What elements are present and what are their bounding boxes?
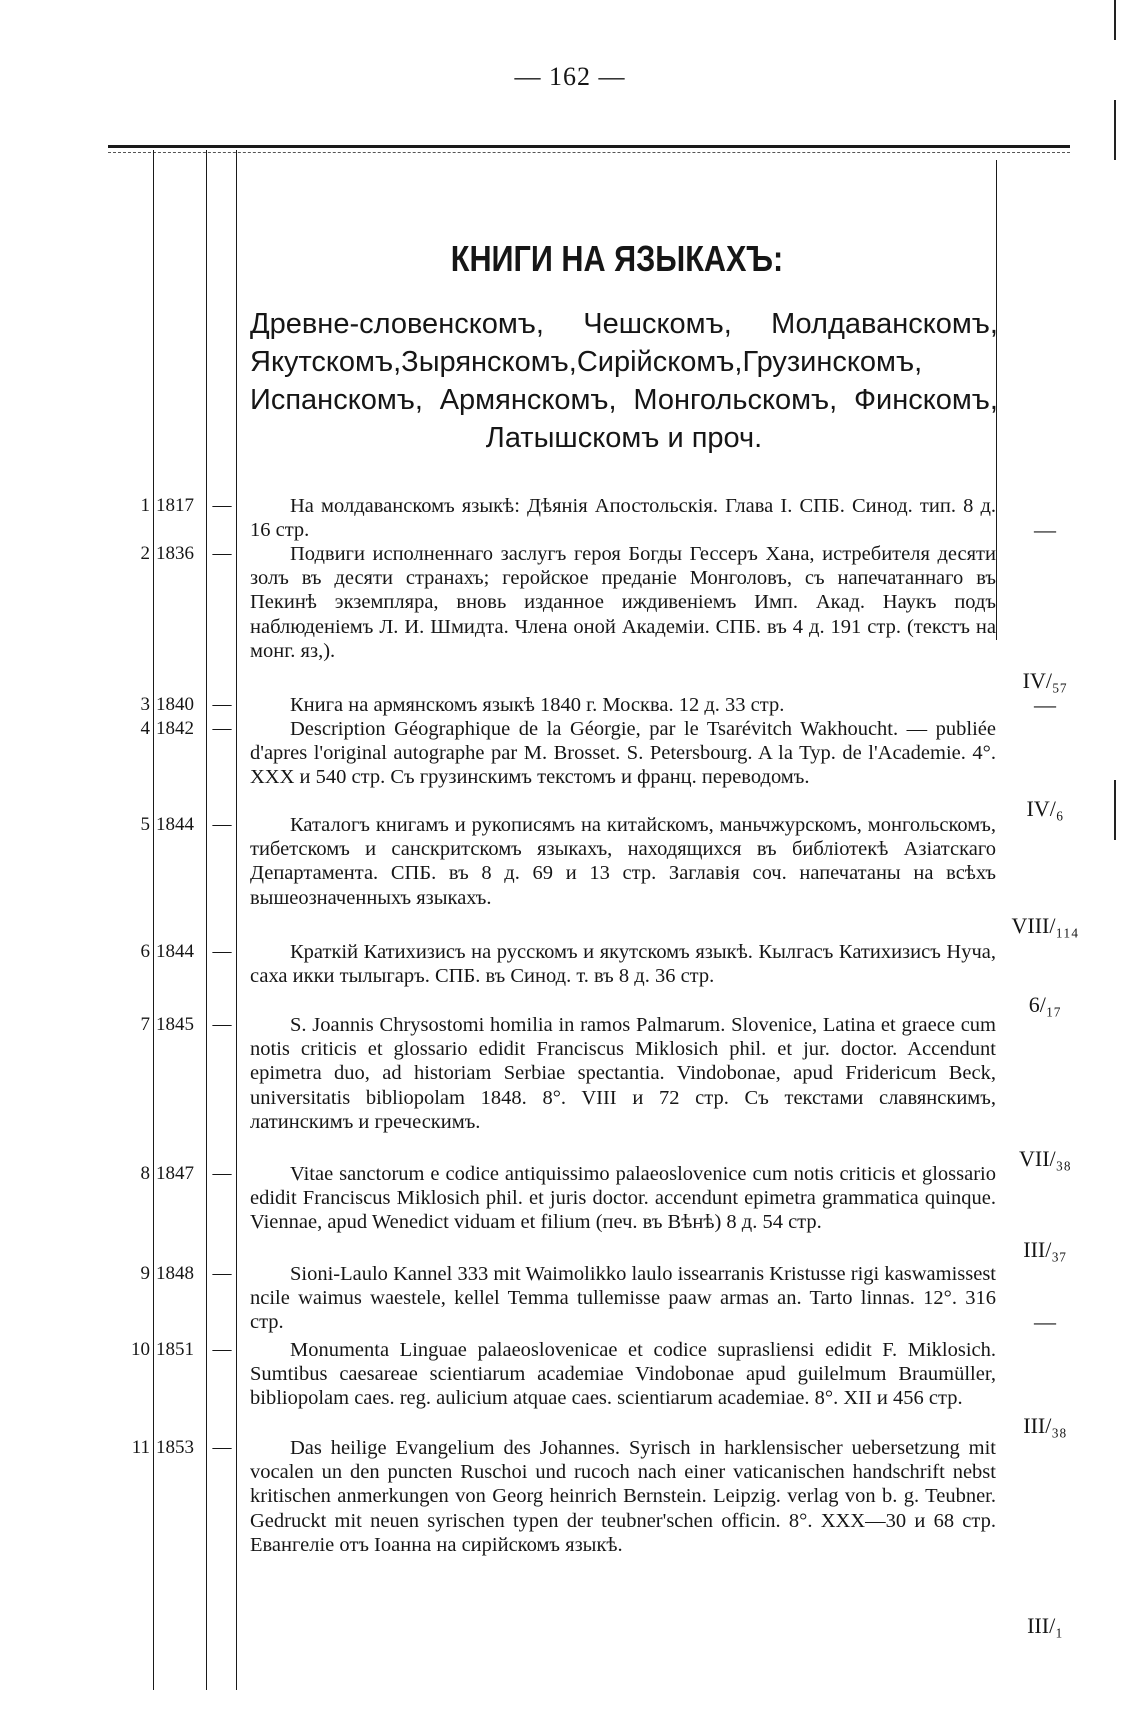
entry-text: На молдаванскомъ языкѣ: Дѣянія Апостольскія. Глава I. СПБ. Синод. тип. 8 д. 16 стр. [250, 495, 996, 542]
entry-reference: III/₃₈ [1023, 1413, 1067, 1438]
entry-year: 1836 [156, 543, 194, 564]
entry-number: 7 [140, 1014, 150, 1035]
entry-text: S. Joannis Chrysostomi homilia in ramos Palmarum. Slovenice, Latina et graece cum notis criticis et glossario edidit Franciscus Miklosich phil. et jur. doctor. Accendunt epimetra duo, ad historiam Serbiae spectantia. Vindobonae, apud Fridericum Beck, universitatis bibliopolam 1848. 8°. VIII и 72 стр. Съ текстами славянскимъ, латинскимъ и греческимъ. [250, 1014, 996, 1133]
top-rule [108, 145, 1070, 148]
entry-dash: — [212, 1437, 232, 1458]
entry-text: Monumenta Linguae palaeoslovenicae et codice suprasliensi edidit F. Miklosich. Sumtibus caesareae scientiarum academiae Vindobonae apud guilelmum Braumüller, bibliopolam caes. reg. aulicium atquae caes. scientiarum academiae. 8°. XII и 456 стр. [250, 1339, 996, 1410]
entry-dash: — [212, 1263, 232, 1284]
page-edge-mark [1114, 100, 1116, 160]
entry-year: 1844 [156, 814, 194, 835]
entry-text: Description Géographique de la Géorgie, par le Tsarévitch Wakhoucht. — publiée d'apres l'original autographe par M. Brosset. S. Petersbourg. A la Typ. de l'Academie. 4°. XXX и 540 стр. Съ грузинскимъ текстомъ и франц. переводомъ. [250, 718, 996, 789]
entry-reference: — [1034, 517, 1056, 542]
entry-dash: — [212, 694, 232, 715]
entry-dash: — [212, 718, 232, 739]
entry-year: 1845 [156, 1014, 194, 1035]
entry-number: 4 [140, 718, 150, 739]
entry-reference: — [1034, 692, 1056, 717]
entry-text: Das heilige Evangelium des Johannes. Syrisch in harklensischer uebersetzung mit vocalen un den puncten Ruschoi und rucoch nach einer vaticanischen handschrift nebst kritischen anmerkungen von Georg heinrich Bernstein. Leipzig. verlag von b. g. Teubner. Gedruckt mit neuen syrischen typen der teubner'schen officin. 8°. XXX—30 и 68 стр. Евангеліе отъ Іоанна на сирійскомъ языкѣ. [250, 1437, 996, 1556]
column-divider-year [206, 150, 207, 1690]
entry-text: Книга на армянскомъ языкѣ 1840 г. Москва. 12 д. 33 стр. [290, 694, 785, 716]
entry-dash: — [212, 814, 232, 835]
entry-text: Подвиги исполненнаго заслугъ героя Богды Гессеръ Хана, истребителя десяти золъ въ десяти странахъ; геройское преданіе Монголовъ, съ напечатаннаго въ Пекинѣ экземпляра, вновь изданное иждивеніемъ Имп. Акад. Наукъ подъ наблюденіемъ Л. И. Шмидта. Члена оной Академіи. СПБ. въ 4 д. 191 стр. (текстъ на монг. яз,). [250, 543, 996, 662]
entry-year: 1853 [156, 1437, 194, 1458]
section-subtitle: Древне-словенскомъ, Чешскомъ, Молдаванскомъ, Якутскомъ,Зырянскомъ,Сирійскомъ,Грузинскомъ, Испанскомъ, Армянскомъ, Монгольскомъ, Финскомъ, Латышскомъ и проч. [250, 308, 998, 454]
entry-text: Vitae sanctorum e codice antiquissimo palaeoslovenice cum notis criticis et glossario edidit Franciscus Miklosich phil. et juris doctor. accendunt epimetra grammatica quinque. Viennae, apud Wenedict viduam et filium (печ. въ Вѣнѣ) 8 д. 54 стр. [250, 1163, 996, 1234]
column-divider-dash [236, 150, 237, 1690]
top-rule-dashed [108, 152, 1070, 153]
entry-dash: — [212, 1163, 232, 1184]
section-heading: КНИГИ НА ЯЗЫКАХЪ: [450, 238, 784, 279]
page-number: — 162 — [514, 62, 626, 91]
entry-dash: — [212, 1014, 232, 1035]
column-divider-number [153, 150, 154, 1690]
entry-text: Sioni-Laulo Kannel 333 mit Waimolikko laulo issearranis Kristusse rigi kaswamissest ncile waimus waestele, kellel Temma tullemisse paaw armas an. Tarto linnas. 12°. 316 стр. [250, 1263, 996, 1334]
entry-dash: — [212, 495, 232, 516]
entry-reference: III/₁ [1027, 1613, 1063, 1638]
entry-reference: 6/₁₇ [1028, 992, 1062, 1017]
entry-reference: IV/₅₇ [1022, 668, 1068, 693]
entry-reference: III/₃₇ [1023, 1237, 1067, 1262]
entry-number: 1 [140, 495, 150, 516]
entry-reference: — [1034, 1309, 1056, 1334]
entry-reference: IV/₆ [1026, 796, 1064, 821]
page-edge-mark [1114, 780, 1116, 840]
entry-dash: — [212, 1339, 232, 1360]
entry-text: Краткій Катихизисъ на русскомъ и якутскомъ языкѣ. Кылгасъ Катихизисъ Нуча, саха икки тылыгаръ. СПБ. въ Синод. т. въ 8 д. 36 стр. [250, 941, 996, 988]
entry-number: 6 [140, 941, 150, 962]
entry-year: 1842 [156, 718, 194, 739]
entry-number: 2 [140, 543, 150, 564]
entry-number: 8 [140, 1163, 150, 1184]
entry-number: 5 [140, 814, 150, 835]
entry-year: 1848 [156, 1263, 194, 1284]
entry-reference: VII/₃₈ [1019, 1146, 1071, 1171]
entry-year: 1844 [156, 941, 194, 962]
entry-number: 3 [140, 694, 150, 715]
entry-year: 1817 [156, 495, 194, 516]
entry-year: 1840 [156, 694, 194, 715]
entry-year: 1851 [156, 1339, 194, 1360]
entry-reference: VIII/₁₁₄ [1011, 913, 1079, 938]
entry-number: 9 [140, 1263, 150, 1284]
entry-dash: — [212, 941, 232, 962]
entry-dash: — [212, 543, 232, 564]
page-edge-mark [1114, 0, 1116, 40]
entry-text: Каталогъ книгамъ и рукописямъ на китайскомъ, маньчжурскомъ, монгольскомъ, тибетскомъ и санскритскомъ языкахъ, находящихся въ библіотекѣ Азіатскаго Департамента. СПБ. въ 8 д. 69 и 13 стр. Заглавія соч. напечатаны на всѣхъ вышеозначенныхъ языкахъ. [250, 814, 996, 909]
entry-number: 11 [131, 1437, 150, 1458]
entry-number: 10 [131, 1339, 150, 1360]
entry-year: 1847 [156, 1163, 194, 1184]
